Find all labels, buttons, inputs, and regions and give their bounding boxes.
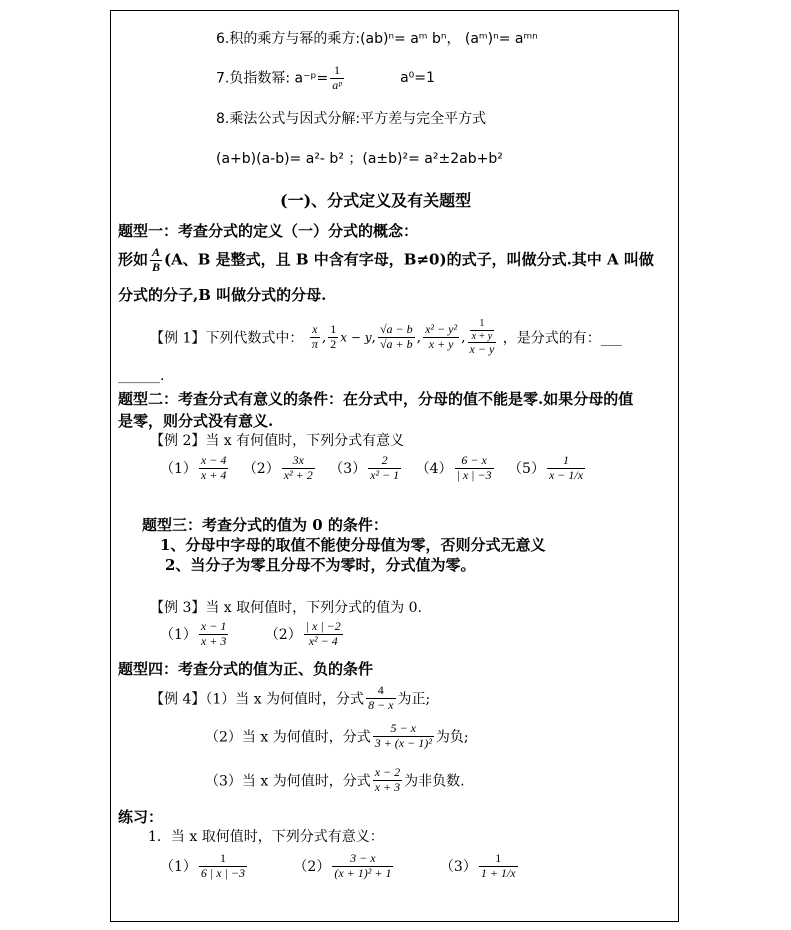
ex1-expr-5: $\frac{\frac{1}{x + y}}{x - y}$: [469, 318, 495, 356]
type3-rule-2: 2、当分子为零且分母不为零时，分式值为零。: [165, 556, 476, 574]
type3-rule-1: 1、分母中字母的取值不能使分母值为零，否则分式无意义: [160, 536, 546, 554]
type1-def-fraction: [150, 246, 162, 275]
example-3-label: 【例 3】当 x 取何值时，下列分式的值为 0.: [150, 600, 422, 616]
practice-items: [160, 852, 520, 881]
formula-7-rhs: a⁰=1: [400, 70, 435, 87]
ex1-expr-4: $\frac{\text{x² − y²}}{x + y}$: [425, 322, 458, 351]
type1-def-pre: 形如: [118, 250, 149, 269]
type1-def-den: B: [152, 259, 161, 274]
formula-7-label: 7.负指数幂:: [216, 70, 291, 87]
formula-6-label: 6.积的乘方与幂的乘方:: [216, 31, 361, 47]
ex2-item-2: （2） $\frac{3x}{\text{x² + 2}}$: [242, 453, 313, 482]
example-4-q1: 【例 4】（1）当 x 为何值时，分式 $\frac{4}{8 - x}$ 为正;: [150, 683, 431, 712]
formula-8-label: 8.乘法公式与因式分解:平方差与完全平方式: [216, 111, 487, 127]
ex3-item-2: （2） $\frac{| x | -2}{\text{x² − 4}}$: [264, 619, 341, 648]
example-4-q2: （2）当 x 为何值时，分式 $\frac{5 - x}{\text{3 + (x − 1)²}}$ 为负;: [205, 721, 469, 750]
formula-7-lhs: a⁻ᵖ=: [294, 70, 329, 87]
formula-7-fraction: [330, 64, 343, 93]
practice-item-3: （3） $\frac{1}{1 + 1/x}$: [439, 851, 516, 880]
example-4-q3: （3）当 x 为何值时，分式 $\frac{x - 2}{x + 3}$ 为非负数.: [205, 765, 465, 794]
example-2-items: [160, 454, 587, 483]
formula-6: [216, 28, 538, 48]
ex2-item-4: （4） $\frac{6 - x}{| x | -3}$: [415, 453, 492, 482]
formula-6-expr: (ab)ⁿ= aᵐ bⁿ， (aᵐ)ⁿ= aᵐⁿ: [360, 31, 538, 47]
ex4-q2-fraction: $\frac{5 - x}{\text{3 + (x − 1)²}}$: [374, 721, 432, 750]
type1-def-num: A: [152, 245, 161, 259]
formula-8-expr: (a+b)(a-b)= a²- b² ；(a±b)²= a²±2ab+b²: [216, 151, 503, 167]
example-2-label: 【例 2】当 x 有何值时，下列分式有意义: [150, 433, 405, 449]
example-1-blank: ______.: [118, 368, 165, 384]
practice-item-2: （2） $\frac{3 - x}{\text{(x + 1)² + 1}}$: [293, 851, 392, 880]
formula-7-den: aᵖ: [332, 77, 342, 92]
type2-heading-line2: 是零，则分式没有意义.: [118, 412, 274, 430]
practice-question-1: 1．当 x 取何值时，下列分式有意义：: [148, 829, 384, 845]
example-3-items: [160, 620, 345, 649]
type3-heading: 题型三：考查分式的值为 0 的条件：: [142, 516, 388, 534]
type2-heading-line1: 题型二：考查分式有意义的条件：在分式中，分母的值不能是零.如果分母的值: [118, 390, 634, 408]
type1-definition-line1: [118, 246, 654, 275]
type1-definition-line2: 分式的分子,B 叫做分式的分母.: [118, 286, 327, 304]
type1-heading: 题型一：考查分式的定义（一）分式的概念：: [118, 222, 419, 240]
example-1: 【例 1】下列代数式中： $\frac{x}{\pi}$ , $\frac{1}{2}$ x − y, $\frac{√a - b}{√a + b}$ , $\frac{\text{x² − y²}}{x + y}$ , $\frac{\frac{1}{x + y}}{x - y}$ ，是分式的有：___: [150, 318, 622, 356]
ex3-item-1: （1） $\frac{x - 1}{x + 3}$: [160, 619, 227, 648]
example-1-tail: ，是分式的有：___: [502, 330, 622, 347]
ex2-item-3: （3） $\frac{2}{\text{x² − 1}}$: [329, 453, 400, 482]
ex4-q3-fraction: $\frac{x - 2}{x + 3}$: [374, 765, 401, 794]
ex1-expr-3: $\frac{√a - b}{√a + b}$: [379, 322, 413, 351]
ex2-item-5: （5） $\frac{1}{x - 1/x}$: [508, 453, 584, 482]
type1-def-post: (A、B 是整式，且 B 中含有字母，B≠0)的式子，叫做分式.其中 A 叫做: [164, 250, 654, 269]
example-1-label: 【例 1】下列代数式中：: [150, 330, 304, 347]
formula-7-num: 1: [330, 64, 343, 79]
practice-heading: 练习：: [118, 808, 164, 826]
ex1-expr-2: $\frac{1}{2}$: [330, 322, 337, 351]
ex1-expr-1: $\frac{x}{\pi}$: [311, 322, 318, 351]
section-title: (一)、分式定义及有关题型: [280, 191, 472, 210]
type4-heading: 题型四：考查分式的值为正、负的条件: [118, 660, 374, 678]
formula-7: [216, 64, 435, 93]
practice-item-1: （1） $\frac{1}{6 | x | -3}$: [160, 851, 245, 880]
ex2-item-1: （1） $\frac{x - 4}{x + 4}$: [160, 453, 227, 482]
ex4-q1-fraction: $\frac{4}{8 - x}$: [368, 683, 394, 712]
